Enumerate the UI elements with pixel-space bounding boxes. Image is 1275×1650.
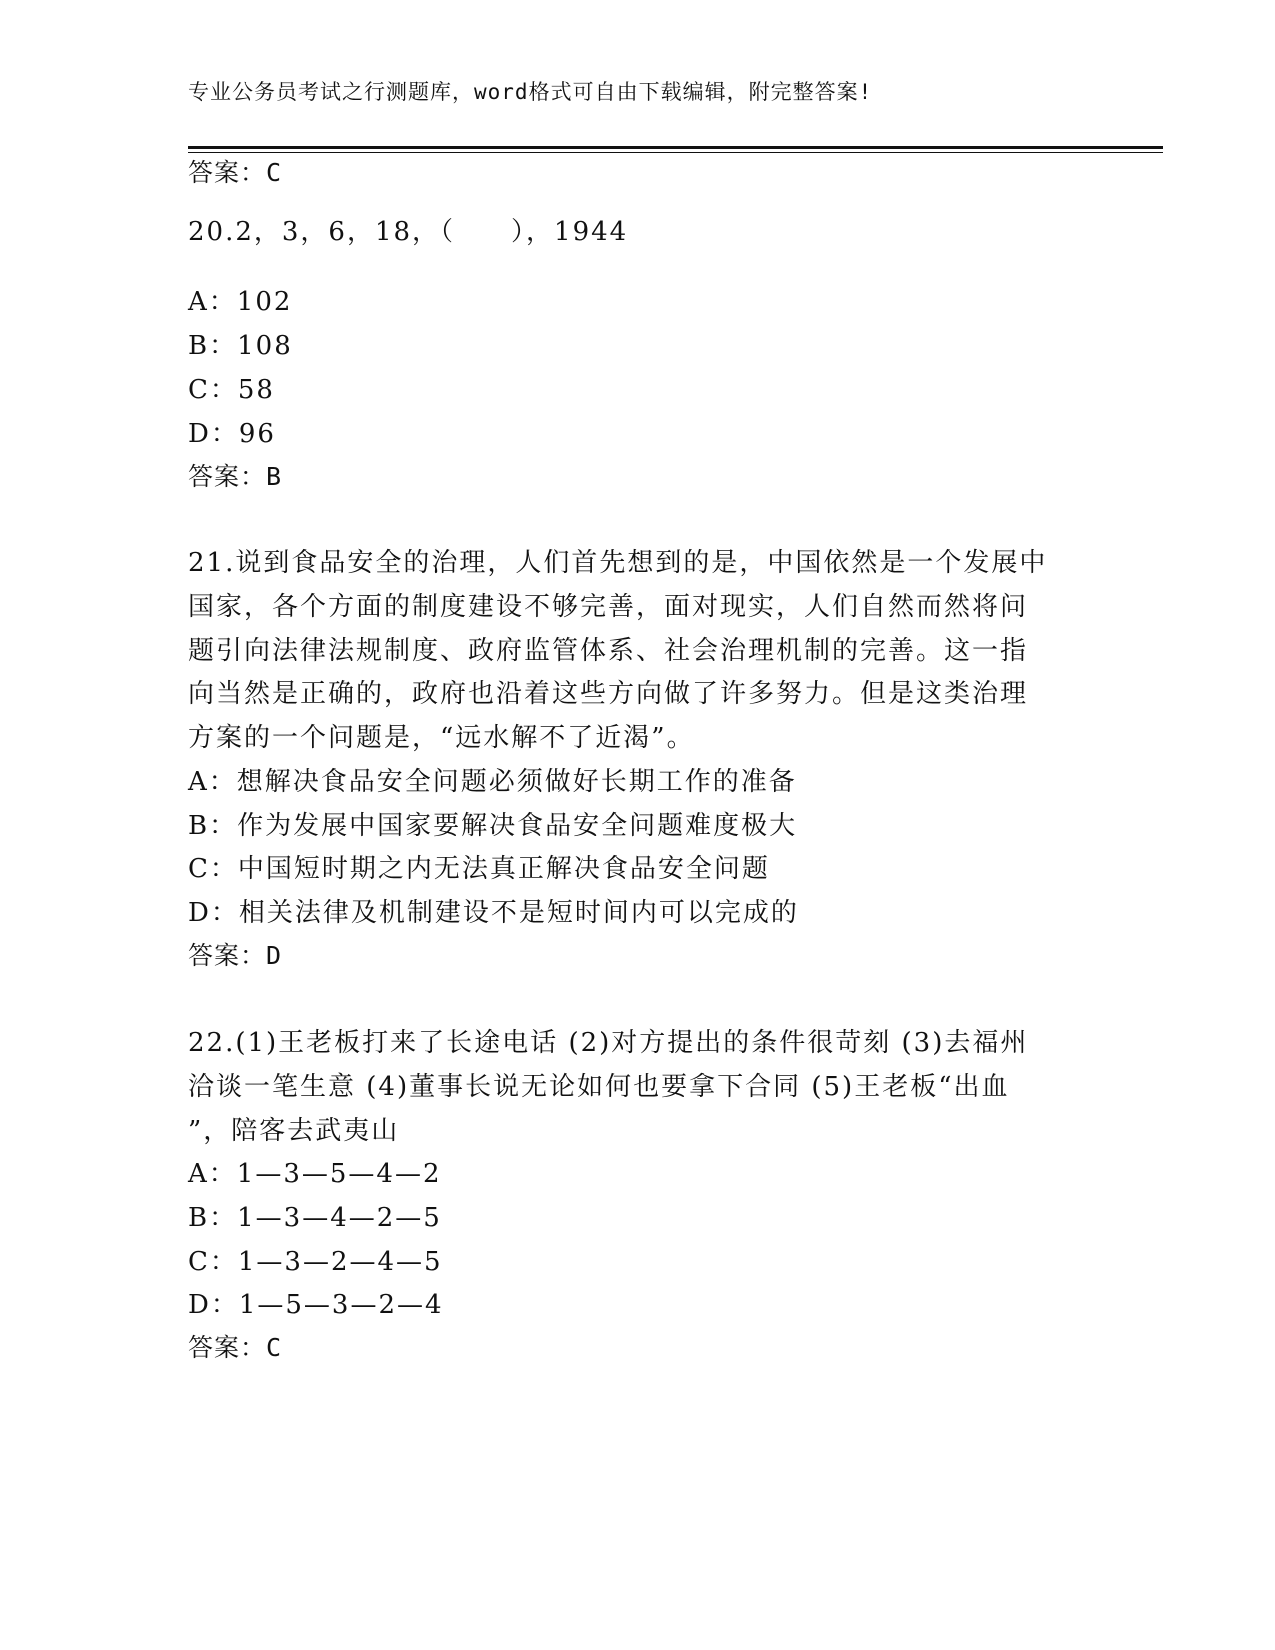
q21-answer: 答案：D <box>188 941 283 970</box>
q22-stem-line-2: 洽谈一笔生意 (4)董事长说无论如何也要拿下合同 (5)王老板“出血 <box>188 1072 1010 1102</box>
q20-answer: 答案：B <box>188 462 283 491</box>
header-rule-thick <box>188 146 1163 149</box>
q22-stem-line-1: 22.(1)王老板打来了长途电话 (2)对方提出的条件很苛刻 (3)去福州 <box>188 1028 1029 1058</box>
q22-option-a: A：1—3—5—4—2 <box>188 1159 442 1189</box>
q20-stem: 20.2，3，6，18，（ ），1944 <box>188 217 629 247</box>
q22-option-b: B：1—3—4—2—5 <box>188 1203 442 1233</box>
q20-option-b: B：108 <box>188 331 293 361</box>
q21-option-b: B：作为发展中国家要解决食品安全问题难度极大 <box>188 811 798 841</box>
q22-option-d: D：1—5—3—2—4 <box>188 1290 444 1320</box>
answer-prev: 答案：C <box>188 158 283 187</box>
q20-option-c: C：58 <box>188 375 275 405</box>
q21-stem-line-4: 向当然是正确的，政府也沿着这些方向做了许多努力。但是这类治理 <box>188 679 1029 709</box>
header-note: 专业公务员考试之行测题库，word格式可自由下载编辑，附完整答案! <box>188 80 873 104</box>
q21-option-d: D：相关法律及机制建设不是短时间内可以完成的 <box>188 898 799 928</box>
q21-stem-line-2: 国家，各个方面的制度建设不够完善，面对现实，人们自然而然将问 <box>188 592 1029 622</box>
q21-stem-line-3: 题引向法律法规制度、政府监管体系、社会治理机制的完善。这一指 <box>188 636 1029 666</box>
q20-option-a: A：102 <box>188 287 293 317</box>
q21-option-a: A：想解决食品安全问题必须做好长期工作的准备 <box>188 767 797 797</box>
q20-option-d: D：96 <box>188 419 276 449</box>
q21-option-c: C：中国短时期之内无法真正解决食品安全问题 <box>188 854 770 884</box>
q21-stem-line-5: 方案的一个问题是，“远水解不了近渴”。 <box>188 723 695 753</box>
q21-stem-line-1: 21.说到食品安全的治理，人们首先想到的是，中国依然是一个发展中 <box>188 548 1048 578</box>
q22-stem-line-3: ”，陪客去武夷山 <box>188 1116 400 1146</box>
header-rule-thin <box>188 152 1163 153</box>
q22-option-c: C：1—3—2—4—5 <box>188 1247 443 1277</box>
q22-answer: 答案：C <box>188 1333 283 1362</box>
